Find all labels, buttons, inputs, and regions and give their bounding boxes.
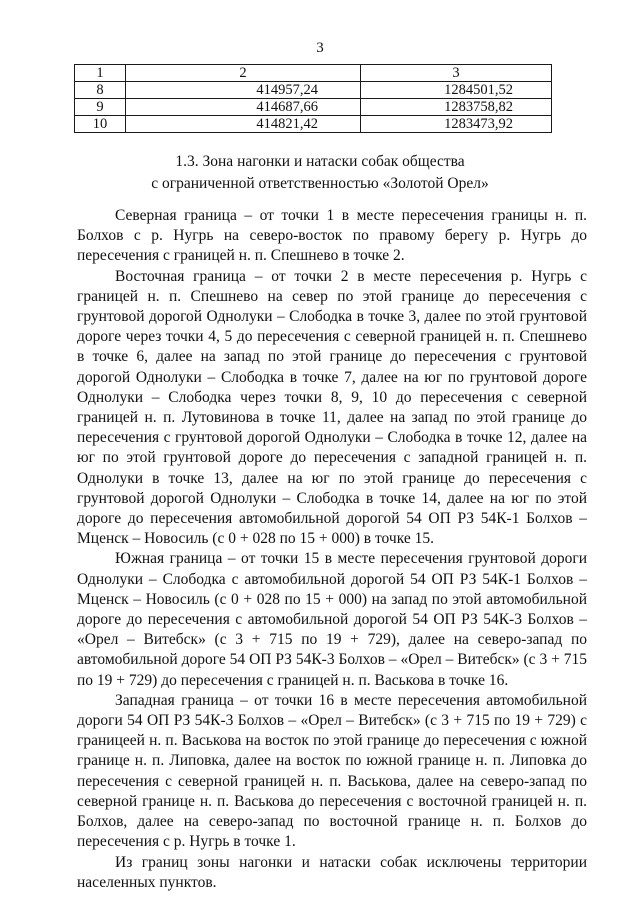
table-header-cell: 1 bbox=[75, 65, 126, 82]
table-header-cell: 3 bbox=[361, 65, 552, 82]
document-body bbox=[77, 206, 587, 893]
y-coordinate-cell: 1283473,92 bbox=[361, 116, 552, 133]
table-row bbox=[75, 99, 552, 116]
point-number-cell: 10 bbox=[75, 116, 126, 133]
y-coordinate-cell: 1284501,52 bbox=[361, 82, 552, 99]
north-boundary-paragraph: Северная граница – от точки 1 в месте пересечения границы н. п. Болхов с р. Нугрь на северо-восток по правому берегу р. Нугрь до пересечения с границей н. п. Спешнево в точке 2. bbox=[77, 207, 587, 265]
x-coordinate-cell: 414687,66 bbox=[126, 99, 361, 116]
west-boundary-paragraph: Западная граница – от точки 16 в месте пересечения автомобильной дороги 54 ОП РЗ 54К-3 Болхов – «Орел – Витебск» (с 3 + 715 по 19 + 729) с границеей н. п. Васькова на восток по этой границе до пересечения с южной границе н. п. Липовка, далее на восток по южной границе н. п. Липовка до пересечения с северной границей н. п. Васькова, далее на северо-запад по северной границе н. п. Васькова до пересечения с восточной границей н. п. Болхов, далее на северо-запад по восточной границе н. п. Болхов до пересечения с р. Нугрь в точке 1. bbox=[77, 691, 587, 851]
x-coordinate-cell: 414821,42 bbox=[126, 116, 361, 133]
section-title-line: с ограниченной ответственностью «Золотой Орел» bbox=[151, 175, 489, 192]
table-header-cell: 2 bbox=[126, 65, 361, 82]
section-title-line: 1.3. Зона нагонки и натаски собак общества bbox=[175, 153, 465, 170]
section-title bbox=[0, 151, 640, 195]
south-boundary-paragraph: Южная граница – от точки 15 в месте пересечения грунтовой дороги Однолуки – Слободка с автомобильной дорогой 54 ОП РЗ 54К-1 Болхов – Мценск – Новосиль (с 0 + 028 по 15 + 000) на запад по этой автомобильной дороге до пересечения с автомобильной дорогой 54 ОП РЗ 54К-3 Болхов – «Орел – Витебск» (с 3 + 715 по 19 + 729), далее на северо-запад по автомобильной дороге 54 ОП РЗ 54К-3 Болхов – «Орел – Витебск» (с 3 + 715 по 19 + 729) до пересечения с границей н. п. Васькова в точке 16. bbox=[77, 550, 587, 689]
exclusion-paragraph: Из границ зоны нагонки и натаски собак исключены территории населенных пунктов. bbox=[77, 853, 587, 891]
point-number-cell: 9 bbox=[75, 99, 126, 116]
page-number: 3 bbox=[316, 40, 324, 56]
table-row bbox=[75, 116, 552, 133]
x-coordinate-cell: 414957,24 bbox=[126, 82, 361, 99]
point-number-cell: 8 bbox=[75, 82, 126, 99]
table-row bbox=[75, 82, 552, 99]
table-header-row bbox=[75, 65, 552, 82]
coordinates-table bbox=[74, 64, 552, 133]
y-coordinate-cell: 1283758,82 bbox=[361, 99, 552, 116]
east-boundary-paragraph: Восточная граница – от точки 2 в месте пересечения р. Нугрь с границей н. п. Спешнево на север по этой границе до пересечения с грунтовой дорогой Однолуки – Слободка в точке 3, далее по этой грунтовой дороге через точки 4, 5 до пересечения с северной границей н. п. Спешнево в точке 6, далее на запад по этой границе до пересечения с грунтовой дорогой Однолуки – Слободка в точке 7, далее на юг по грунтовой дороге Однолуки – Слободка через точки 8, 9, 10 до пересечения с северной границей н. п. Лутовинова в точке 11, далее на запад по этой границе до пересечения с грунтовой дорогой Однолуки – Слободка в точке 12, далее на юг по этой грунтовой дороге до пересечения с западной границей н. п. Однолуки в точке 13, далее на юг по этой границе до пересечения с грунтовой дорогой Однолуки – Слободка в точке 14, далее на юг по этой дороге до пересечения автомобильной дорогой 54 ОП РЗ 54К-1 Болхов – Мценск – Новосиль (с 0 + 028 по 15 + 000) в точке 15. bbox=[77, 267, 587, 548]
